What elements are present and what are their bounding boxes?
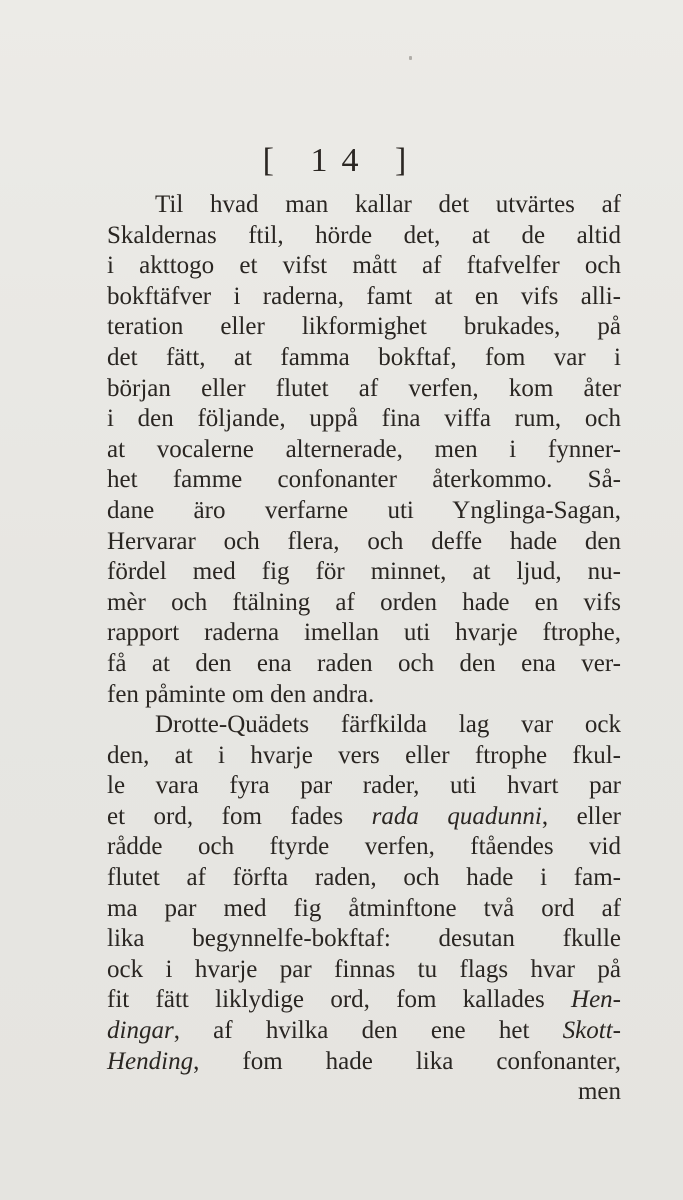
text-line	[107, 802, 621, 833]
text-line	[107, 1047, 621, 1078]
text-line	[107, 221, 621, 252]
text-line	[107, 435, 621, 466]
text-span: dane äro verfarne uti Ynglinga-Sagan,	[107, 496, 621, 524]
text-line	[107, 343, 621, 374]
text-line	[107, 863, 621, 894]
text-line	[107, 741, 621, 772]
text-span: , af hvilka den ene het	[173, 1017, 563, 1045]
text-line	[107, 680, 621, 711]
text-span: het famme confonanter återkommo. Så-	[107, 466, 621, 494]
text-line	[107, 985, 621, 1016]
text-line	[107, 496, 621, 527]
text-span: men	[577, 1078, 621, 1106]
text-span: i den följande, uppå fina viffa rum, och	[107, 405, 621, 433]
italic-text: Hending	[107, 1047, 194, 1075]
text-line	[107, 649, 621, 680]
italic-text: Skott-	[562, 1017, 621, 1045]
text-span: fen påminte om den andra.	[107, 680, 375, 708]
text-span: et ord, fom fades	[107, 802, 372, 830]
text-span: , eller	[541, 802, 621, 830]
text-line	[107, 374, 621, 405]
paper-speck	[409, 56, 412, 60]
text-span: det fätt, at famma bokftaf, fom var i	[107, 343, 621, 371]
text-line	[107, 924, 621, 955]
text-span: flutet af förfta raden, och hade i fam-	[107, 864, 621, 892]
text-line	[107, 251, 621, 282]
text-span: Drotte-Quädets färfkilda lag var ock	[155, 711, 621, 739]
text-span: den, at i hvarje vers eller ftrophe fkul-	[107, 741, 621, 769]
text-line	[107, 710, 621, 741]
text-line	[107, 771, 621, 802]
text-span: rapport raderna imellan uti hvarje ftrophe,	[107, 619, 621, 647]
italic-text: dingar	[107, 1017, 174, 1045]
text-span: fördel med fig för minnet, at ljud, nu-	[107, 558, 621, 586]
text-line	[107, 527, 621, 558]
text-line	[107, 832, 621, 863]
text-span: Skaldernas ftil, hörde det, at de altid	[107, 221, 621, 249]
text-span: lika begynnelfe-bokftaf: desutan fkulle	[107, 925, 621, 953]
text-span: början eller flutet af verfen, kom åter	[107, 374, 621, 402]
text-span: Hervarar och flera, och deffe hade den	[107, 527, 621, 555]
text-line	[107, 465, 621, 496]
text-span: i akttogo et vifst mått af ftafvelfer och	[107, 252, 621, 280]
text-span: ma par med fig åtminftone två ord af	[107, 894, 621, 922]
text-span: rådde och ftyrde verfen, ftåendes vid	[107, 833, 621, 861]
text-line	[107, 557, 621, 588]
text-line	[107, 1016, 621, 1047]
catchword	[107, 1077, 621, 1108]
text-line	[107, 618, 621, 649]
text-line	[107, 190, 621, 221]
text-line	[107, 955, 621, 986]
italic-text: Hen-	[571, 986, 621, 1014]
text-line	[107, 894, 621, 925]
italic-text: rada quadunni	[371, 802, 542, 830]
text-span: mèr och ftälning af orden hade en vifs	[107, 588, 621, 616]
text-span: at vocalerne alternerade, men i fynner-	[107, 435, 621, 463]
text-span: fit fätt liklydige ord, fom kallades	[107, 986, 572, 1014]
text-span: , fom hade lika confonanter,	[193, 1047, 621, 1075]
text-span: le vara fyra par rader, uti hvart par	[107, 772, 621, 800]
body-text	[107, 190, 621, 1108]
text-line	[107, 404, 621, 435]
page-number: [ 14 ]	[262, 142, 421, 179]
text-line	[107, 282, 621, 313]
text-span: teration eller likformighet brukades, på	[107, 313, 621, 341]
text-span: Til hvad man kallar det utvärtes af	[155, 191, 621, 218]
text-span: få at den ena raden och den ena ver-	[107, 649, 621, 677]
text-span: ock i hvarje par finnas tu flags hvar på	[107, 955, 621, 983]
text-span: bokftäfver i raderna, famt at en vifs alli-	[107, 282, 621, 310]
text-line	[107, 588, 621, 619]
text-line	[107, 312, 621, 343]
